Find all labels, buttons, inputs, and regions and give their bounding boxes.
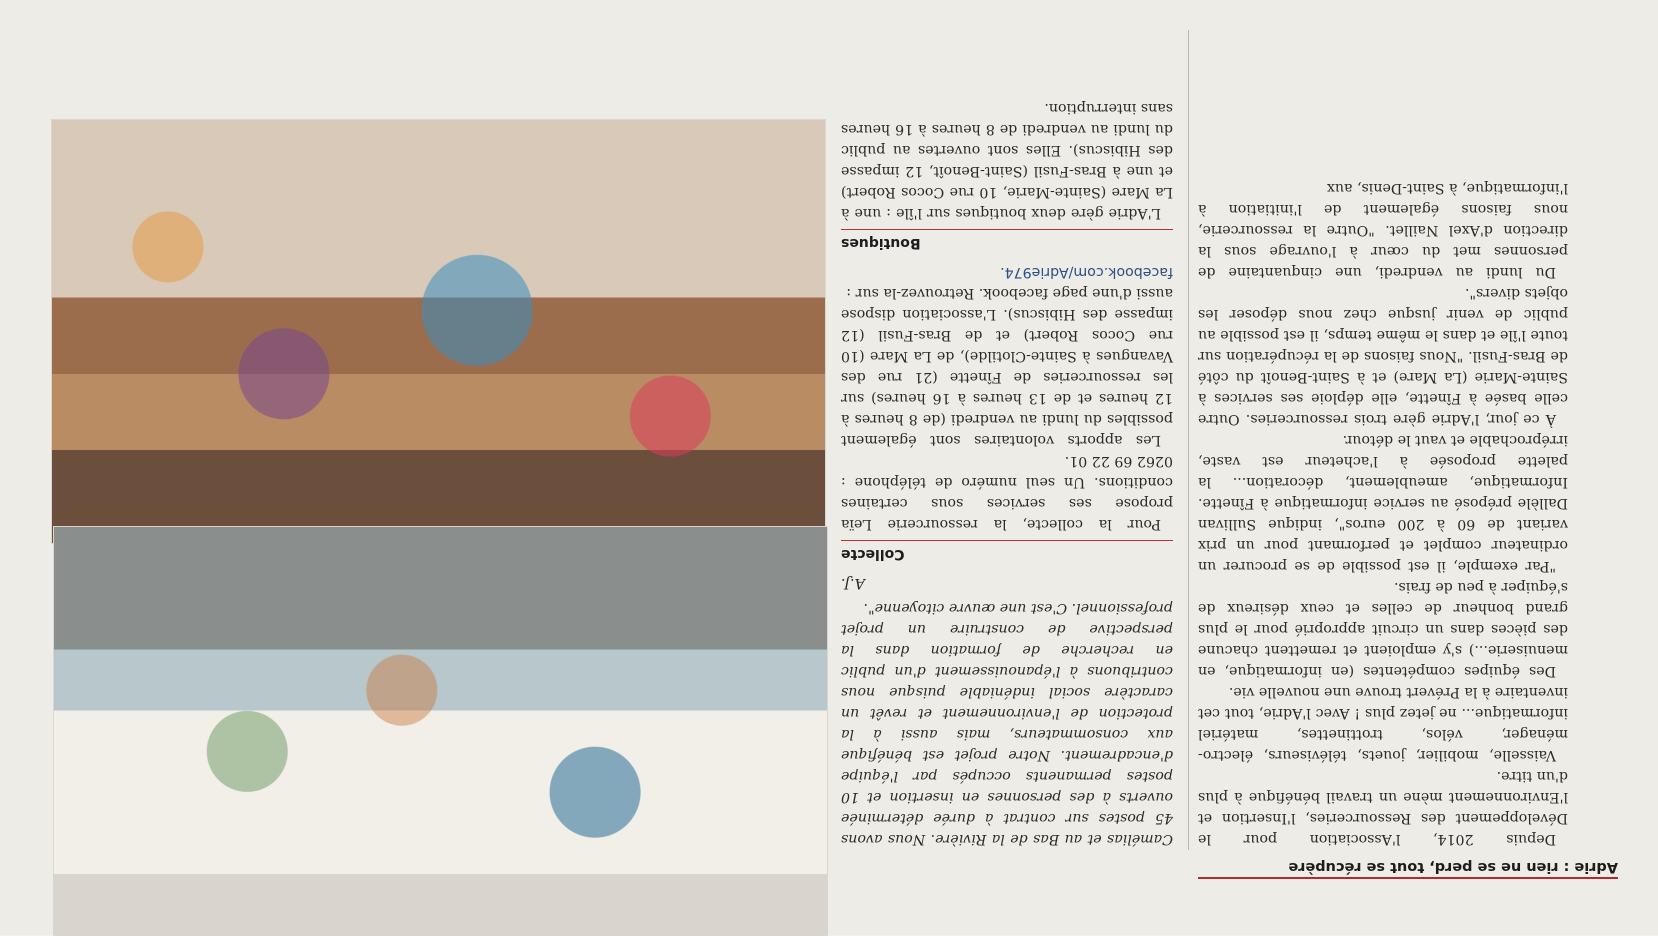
photo-shop-interior bbox=[53, 526, 828, 936]
paragraph: Les apports volontaires sont également possibles du lundi au vendredi (de 8 heures à 12 heures et de 13 heures à 16 heures) sur les ressourceries de Fînette (21 rue des Vavangues à Sainte-Clotilde), de La Mare (10 rue Cocos Robert) et de Bras-Fusil (12 impasse des Hibiscus). L'association dispose aussi d'une page facebook. Retrouvez-la sur : bbox=[841, 285, 1173, 448]
facebook-link[interactable]: facebook.com/Adrie974. bbox=[1000, 264, 1173, 280]
paragraph: Des équipes compétentes (en informatique, en menuiserie...) s'y emploient et remettent chacune des pièces dans un circuit approprié pour le plus grand bonheur de celles et ceux désireux de s'équiper à peu de frais. bbox=[1198, 579, 1568, 679]
paragraph: Du lundi au vendredi, une cinquantaine de personnes met du cœur à l'ouvrage sous la direction d'Axel Naillet. "Outre la ressourcerie, nous faisons également de l'initiation à l'informatique, à Saint-Denis, aux bbox=[1198, 180, 1568, 280]
paragraph: L'Adrie gère deux boutiques sur l'île : une à La Mare (Sainte-Marie, 10 rue Cocos Robert) et une à Bras-Fusil (Saint-Benoît, 12 impasse des Hibiscus). Elles sont ouvertes au public du lundi au vendredi de 8 heures à 16 heures sans interruption. bbox=[841, 100, 1173, 221]
paragraph: "Par exemple, il est possible de se procurer un ordinateur complet et performant pour un prix variant de 60 à 200 euros", indique Sullivan Dallèle préposé au service informatique à Fînette. Informatique, ameublement, décoration... la palette proposée à l'acheteur est vaste, irréprochable et vaut le détour. bbox=[1198, 432, 1568, 574]
article-column-middle bbox=[841, 97, 1173, 849]
section-heading-collecte: Collecte bbox=[841, 540, 1173, 564]
paragraph: Vaisselle, mobilier, jouets, téléviseurs, électro-ménager, vélos, trottinettes, matériel informatique... ne jetez plus ! Avec l'Adrie, tout cet inventaire à la Prévert trouve une nouvelle vie. bbox=[1198, 684, 1568, 763]
article-title: Adrie : rien ne se perd, tout se récupère bbox=[1198, 859, 1618, 879]
article-column-right bbox=[1198, 177, 1568, 849]
photo-clothing-racks bbox=[51, 119, 826, 544]
paragraph: À ce jour, l'Adrie gère trois ressourceries. Outre celle basée à Fînette, elle déploie ses services à Sainte-Marie (La Mare) et à Saint-Benoît du côté de Bras-Fusil. "Nous faisons de la récupération sur toute l'île et dans le même temps, il est possible au public de venir jusque chez nous déposer les objets divers". bbox=[1198, 285, 1568, 427]
paragraph: Depuis 2014, l'Association pour le Développement des Ressourceries, l'Insertion et l'Environnement mène un travail bénéfique à plus d'un titre. bbox=[1198, 768, 1568, 847]
column-divider bbox=[1188, 30, 1189, 850]
signature: A.J. bbox=[841, 575, 865, 591]
paragraph: Pour la collecte, la ressourcerie Leïa propose ses services sous certaines conditions. Un seul numéro de téléphone : 0262 69 22 01. bbox=[841, 453, 1173, 532]
paragraph: Camélias et au Bas de la Rivière. Nous avons 45 postes sur contrat à durée déterminée ouverts à des personnes en insertion et 10 postes permanents occupés par l'équipe d'encadrement. Notre projet est bénéfique aux consommateurs, mais aussi à la protection de l'environnement et revêt un caractère social indéniable puisque nous contribuons à l'épanouissement d'un public en recherche de formation dans la perspective de construire un projet professionnel. C'est une œuvre citoyenne". bbox=[841, 600, 1173, 847]
section-heading-boutiques: Boutiques bbox=[841, 229, 1173, 253]
